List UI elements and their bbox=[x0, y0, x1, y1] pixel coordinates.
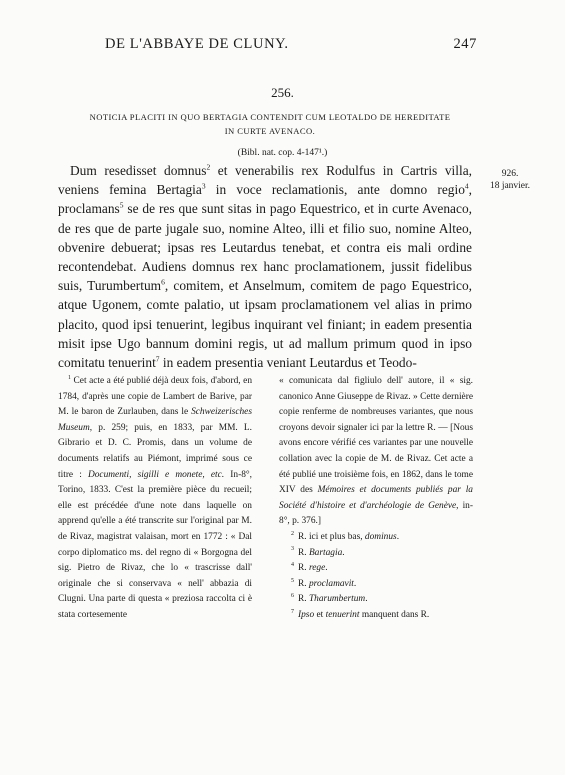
body-segment: in eadem presentia veniant Leutardus et Teodo- bbox=[159, 355, 417, 371]
footnote-text: . bbox=[325, 563, 328, 574]
footnote-2 bbox=[279, 530, 473, 546]
margin-year: 926. bbox=[501, 169, 519, 179]
footnotes-right-column bbox=[279, 374, 473, 624]
page-number: 247 bbox=[453, 36, 477, 52]
footnote-text: « comunicata dal figliulo dell' autore, il « sig. canonico Anne Giuseppe de Rivaz. » Cette dernière copie renferme de nombreuses variantes, que nous croyons devoir signaler ici par la lettre R. — [Nous avons encore vérifié ces variantes par une nouvelle collation avec la copie de M. de Rivaz. Cet acte a été publié une troisième fois, en 1862, dans le tome XIV des bbox=[279, 376, 473, 496]
body-segment: se de res que sunt sitas in pago Equestrico, et in curte Avenaco, de res que de parte jugale suo, nomine Alteo, illi et filio suo, nomine Alteo, obvenire debuerat; ipsas res Leutardus tenebat, et contra eis mali ordine recontendebat. Audiens domnus rex hanc proclamationem, jussit fidelibus suis, Turumbertum bbox=[58, 201, 472, 294]
charter-title bbox=[60, 110, 480, 138]
charter-number: 256. bbox=[271, 85, 294, 100]
footnote-ref: 3 bbox=[201, 181, 206, 191]
footnote-italic: Tharumbertum bbox=[308, 594, 366, 605]
margin-date-note bbox=[480, 168, 540, 192]
footnote-text: . bbox=[353, 578, 357, 589]
body-segment: , comitem, et Anselmum, comitem de pago Equestrico, atque Ugonem, comte palatio, ut ipsam proclamationem vel alias in primo placito, quod ipsi tenuerint, legibus inquirant vel finiant; in eadem presentia misit ipse Ugo bannum domini regis, ut ad mallum primum quod in ipso comitatu tenuerint bbox=[58, 278, 472, 371]
charter-body-text bbox=[58, 161, 472, 372]
footnote-italic: Bartagia bbox=[308, 547, 343, 558]
footnote-italic: proclamavit bbox=[308, 578, 354, 589]
footnote-text: . bbox=[342, 547, 345, 558]
footnote-italic: tenuerint bbox=[325, 609, 360, 620]
footnote-number: 6 bbox=[291, 593, 294, 600]
charter-title-line-2: IN CURTE AVENACO. bbox=[224, 126, 316, 136]
footnote-number: 3 bbox=[291, 546, 294, 553]
footnote-ref: 2 bbox=[206, 162, 211, 172]
footnote-italic: Mémoires et documents publiés par la Société d'histoire et d'archéologie de Genève bbox=[279, 485, 473, 511]
footnote-italic: Documenti, sigilli e monete, etc. bbox=[87, 469, 225, 480]
footnote-text: manquent dans R. bbox=[359, 609, 430, 620]
footnote-text: In-8°, Torino, 1833. C'est la première pièce du recueil; elle est précédée d'une note dans laquelle on apprend qu'elle a été transcrite sur l'original par M. de Rivaz, magistrat valaisan, mort en 1772 : « Dal corpo diplomatico ms. del regno di « Borgogna del sig. Pietro de Rivaz, che lo « trascrisse dall' originale che si conservava « nell' abbazia di Clugni. Una parte di questa « preziosa raccolta ci è stata cortesemente bbox=[58, 469, 253, 620]
footnote-ref: 5 bbox=[119, 200, 124, 210]
footnote-text: R. bbox=[298, 547, 309, 558]
footnote-5 bbox=[279, 577, 473, 593]
body-segment: , proclamans bbox=[58, 182, 472, 217]
footnote-number: 2 bbox=[291, 530, 294, 537]
source-reference: (Bibl. nat. cop. 4-147¹.) bbox=[237, 148, 328, 158]
body-segment: et venerabilis rex Rodulfus in Cartris villa, veniens femina Bertagia bbox=[58, 163, 472, 198]
margin-date: 18 janvier. bbox=[489, 181, 531, 191]
footnote-7 bbox=[279, 608, 473, 624]
footnote-text: . bbox=[365, 594, 368, 605]
charter-title-line-1: NOTICIA PLACITI IN QUO BERTAGIA CONTENDIT CUM LEOTALDO DE HEREDITATE bbox=[89, 112, 451, 122]
footnote-1 bbox=[58, 374, 252, 624]
footnote-italic: Schweizerisches Museum bbox=[58, 407, 252, 433]
footnote-1-continued bbox=[279, 374, 473, 530]
footnote-ref: 7 bbox=[155, 354, 160, 364]
footnote-number: 1 bbox=[68, 374, 71, 381]
footnote-number: 7 bbox=[291, 608, 294, 615]
running-title: DE L'ABBAYE DE CLUNY. bbox=[105, 36, 289, 52]
footnotes-left-column bbox=[58, 374, 252, 624]
footnote-italic: Ipso bbox=[298, 609, 315, 620]
footnote-text: R. bbox=[298, 578, 309, 589]
footnote-text: , p. 259; puis, en 1833, par MM. L. Gibrario et D. C. Promis, dans un volume de documents relatifs au Piémont, imprimé sous ce titre : bbox=[58, 422, 252, 480]
footnote-3 bbox=[279, 546, 473, 562]
footnote-text: R. bbox=[298, 563, 309, 574]
footnote-italic: dominus bbox=[364, 531, 397, 542]
body-segment: in voce reclamationis, ante domno regio bbox=[205, 182, 465, 198]
footnote-text: , in-8°, p. 376.] bbox=[279, 500, 473, 527]
footnote-number: 5 bbox=[291, 577, 294, 584]
footnote-ref: 4 bbox=[464, 181, 469, 191]
footnote-number: 4 bbox=[291, 562, 294, 568]
footnote-text: R. ici et plus bas, bbox=[298, 531, 365, 542]
footnote-italic: rege bbox=[308, 563, 326, 574]
footnote-text: et bbox=[314, 609, 326, 620]
footnote-text: . bbox=[396, 531, 400, 542]
running-head bbox=[105, 36, 477, 53]
footnote-ref: 6 bbox=[161, 277, 165, 287]
footnote-text: Cet acte a été publié déjà deux fois, d'abord, en 1784, d'après une copie de Lambert de Barive, par M. le baron de Zurlauben, dans le bbox=[58, 376, 253, 418]
footnote-text: R. bbox=[298, 594, 309, 605]
footnote-6 bbox=[279, 592, 473, 608]
body-segment: Dum resedisset domnus bbox=[70, 163, 207, 178]
footnote-4 bbox=[279, 561, 473, 577]
